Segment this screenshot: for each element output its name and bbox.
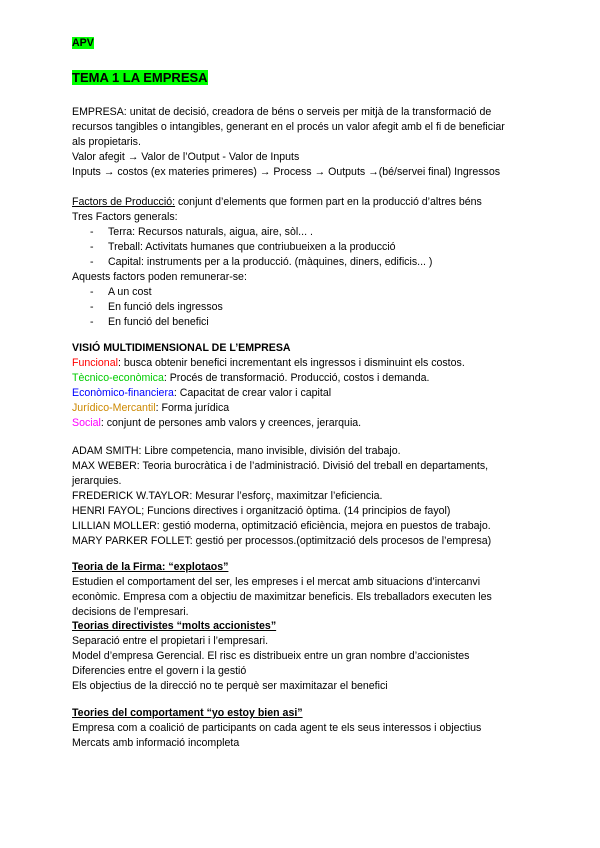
author-line: FREDERICK W.TAYLOR: Mesurar l’esforç, maximitzar l’eficiencia. (72, 490, 383, 502)
bullet-dash: - (90, 256, 94, 268)
visio-label: Jurídico-Mercantil (72, 402, 156, 414)
directivistes-line: Diferencies entre el govern i la gestió (72, 665, 247, 677)
visio-item (72, 401, 229, 415)
visio-label: Social (72, 417, 101, 429)
bullet-dash: - (90, 301, 94, 313)
directivistes-line: Els objectius de la direcció no te perquè ser maximitazar el benefici (72, 680, 388, 692)
firma-line: Estudien el comportament del ser, les empreses i el mercat amb situacions d’intercanvi (72, 576, 481, 588)
directivistes-line: Model d’empresa Gerencial. El risc es distribueix entre un gran nombre d’accionistes (72, 650, 470, 662)
bullet-dash: - (90, 226, 94, 238)
visio-text: : Capacitat de crear valor i capital (173, 387, 332, 399)
visio-item (72, 356, 465, 370)
empresa-line-2: recursos tangibles o intangibles, generant en el procés un valor afegit amb el fi de beneficiar (72, 121, 505, 133)
factors-rest: conjunt d’elements que formen part en la producció d’altres béns (175, 196, 482, 208)
visio-label: Funcional (72, 357, 118, 369)
visio-text: : conjunt de persones amb valors y creences, jerarquia. (100, 417, 362, 429)
empresa-line-3: als propietaris. (72, 136, 141, 148)
empresa-line-1: EMPRESA: unitat de decisió, creadora de béns o serveis per mitjà de la transformació de (72, 106, 492, 118)
remun-item: En funció del benefici (108, 316, 209, 328)
factor-item: Capital: instruments per a la producció. (màquines, diners, edificis... ) (108, 256, 433, 268)
firma-line: decisions de l’empresari. (72, 606, 189, 618)
factors-term: Factors de Producció: (72, 196, 176, 208)
visio-text: : busca obtenir benefici incrementant els ingressos i disminuint els costos. (117, 357, 465, 369)
comportament-line: Mercats amb informació incompleta (72, 737, 240, 749)
comportament-heading: Teories del comportament “yo estoy bien asi” (72, 707, 303, 719)
remun-item: En funció dels ingressos (108, 301, 223, 313)
valor-afegit-line: Valor afegit → Valor de l’Output - Valor de Inputs (72, 151, 300, 163)
visio-heading: VISIÓ MULTIDIMENSIONAL DE L’EMPRESA (72, 342, 291, 354)
comportament-line: Empresa com a coalició de participants on cada agent te els seus interessos i objectius (72, 722, 482, 734)
factors-definition (72, 195, 482, 209)
bullet-dash: - (90, 241, 94, 253)
visio-text: : Procés de transformació. Producció, costos i demanda. (163, 372, 430, 384)
author-line: MAX WEBER: Teoria burocràtica i de l’administració. Divisió del treball en departaments, (72, 460, 489, 472)
visio-item (72, 371, 429, 385)
remunerar-line: Aquests factors poden remunerar-se: (72, 271, 247, 283)
tag-label (72, 36, 94, 50)
visio-label: Tècnico-econòmica (72, 372, 164, 384)
author-line: LILLIAN MOLLER: gestió moderna, optimització eficiència, mejora en puestos de trabajo. (72, 520, 491, 532)
visio-item (72, 416, 361, 430)
visio-label: Econòmico-financiera (72, 387, 174, 399)
page-title (72, 71, 208, 86)
author-line: HENRI FAYOL; Funcions directives i organització òptima. (14 principios de fayol) (72, 505, 451, 517)
factor-item: Treball: Activitats humanes que contriubueixen a la producció (108, 241, 396, 253)
tag-highlight: APV (72, 37, 94, 49)
visio-item (72, 386, 331, 400)
directivistes-line: Separació entre el propietari i l’empresari. (72, 635, 269, 647)
firma-heading: Teoria de la Firma: “explotaos” (72, 561, 229, 573)
author-line: jerarquies. (72, 475, 122, 487)
bullet-dash: - (90, 286, 94, 298)
author-line: ADAM SMITH: Libre competencia, mano invisible, división del trabajo. (72, 445, 401, 457)
factor-item: Terra: Recursos naturals, aigua, aire, sòl... . (108, 226, 313, 238)
bullet-dash: - (90, 316, 94, 328)
directivistes-heading: Teorias directivistes “molts accionistes” (72, 620, 277, 632)
visio-text: : Forma jurídica (155, 402, 230, 414)
remun-item: A un cost (108, 286, 152, 298)
title-highlight: TEMA 1 LA EMPRESA (72, 70, 208, 85)
firma-line: econòmic. Empresa com a objectiu de maximitzar beneficis. Els treballadors executen les (72, 591, 492, 603)
inputs-line: Inputs → costos (ex materies primeres) → Process → Outputs →(bé/servei final) Ingressos (72, 166, 501, 178)
factors-generals: Tres Factors generals: (72, 211, 178, 223)
author-line: MARY PARKER FOLLET: gestió per processos.(optimització dels procesos de l’empresa) (72, 535, 492, 547)
